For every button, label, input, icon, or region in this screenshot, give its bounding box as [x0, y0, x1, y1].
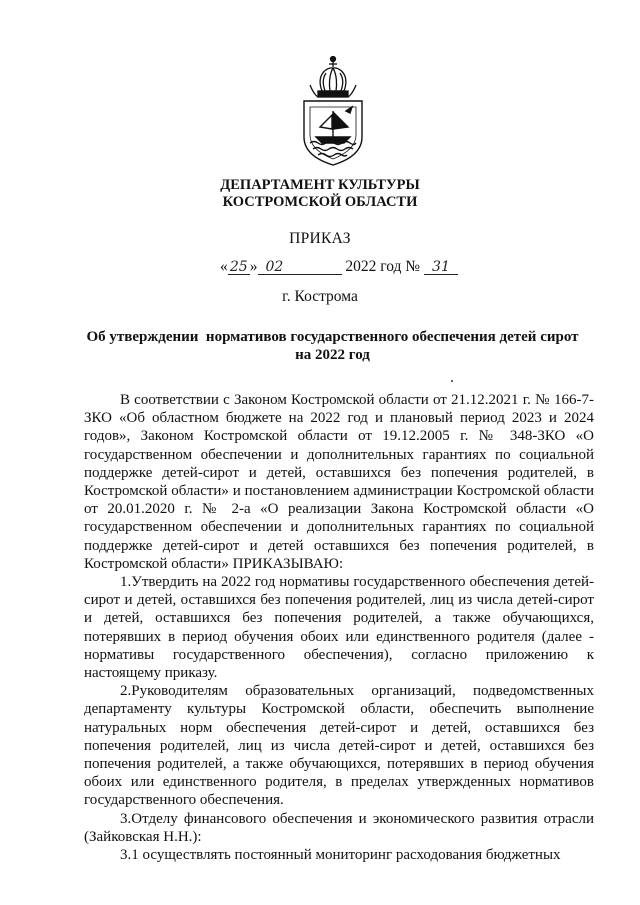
title-line-2: на 2022 год	[295, 347, 370, 363]
paragraph-item-1: 1.Утвердить на 2022 год нормативы государственного обеспечения детей-сирот и детей, оставшихся без попечения родителей, лиц из числа детей-сирот и детей, оставшихся без попечения родителей, а также обучающихся, потерявших в период обучения обоих или единственного родителя (далее - нормативы государственного обеспечения), согласно приложению к настоящему приказу.	[84, 574, 594, 682]
order-year-number-label: 2022 год №	[345, 258, 421, 275]
order-title: ПРИКАЗ	[289, 230, 351, 247]
quote-close: »	[249, 258, 258, 275]
order-month: 02	[258, 260, 342, 275]
department-line-2: КОСТРОМСКОЙ ОБЛАСТИ	[222, 194, 418, 210]
paragraph-preamble: В соответствии с Законом Костромской области от 21.12.2021 г. № 166-7-ЗКО «Об областном бюджете на 2022 год и плановый период 2023 и 2024 годов», Законом Костромской области от 19.12.2005 г. № 348-ЗКО «О государственном обеспечении и дополнительных гарантиях по социальной поддержке детей-сирот и детей, оставшихся без попечения родителей, в Костромской области» и постановлением администрации Костромской области от 20.01.2020 г. № 2-а «О реализации Закона Костромской области «О государственном обеспечении и дополнительных гарантиях по социальной поддержке детей-сирот и детей оставшихся без попечения родителей, в Костромской области» ПРИКАЗЫВАЮ:	[84, 392, 594, 572]
quote-open: «	[220, 258, 228, 275]
paragraph-item-2: 2.Руководителям образовательных организаций, подведомственных департаменту культуры Костромской области, обеспечить выполнение натуральных норм обеспечения детей-сирот и детей, оставшихся без попечения родителей, лиц из числа детей-сирот и детей, оставшихся без попечения родителей, а также обучающихся, потерявших в период обучения обоих или единственного родителя, в пределах утвержденных нормативов государственного обеспечения.	[84, 683, 594, 809]
order-number: 31	[424, 260, 458, 275]
title-line-1: Об утверждении нормативов государственного обеспечения детей сирот	[86, 329, 579, 345]
order-date-line	[220, 258, 458, 276]
city-name: г. Кострома	[282, 288, 358, 305]
crown-icon	[310, 57, 356, 98]
shield-icon	[304, 101, 362, 165]
paragraph-item-3-1: 3.1 осуществлять постоянный мониторинг расходования бюджетных	[120, 847, 561, 864]
department-heading	[0, 177, 640, 211]
document-title	[80, 328, 585, 364]
coat-of-arms-emblem	[296, 55, 370, 167]
document-body	[84, 391, 594, 864]
stray-dot	[451, 380, 453, 382]
department-line-1: ДЕПАРТАМЕНТ КУЛЬТУРЫ	[220, 177, 420, 193]
paragraph-item-3: 3.Отделу финансового обеспечения и экономического развития отрасли (Зайковская Н.Н.):	[84, 810, 594, 845]
order-day: 25	[228, 260, 250, 275]
